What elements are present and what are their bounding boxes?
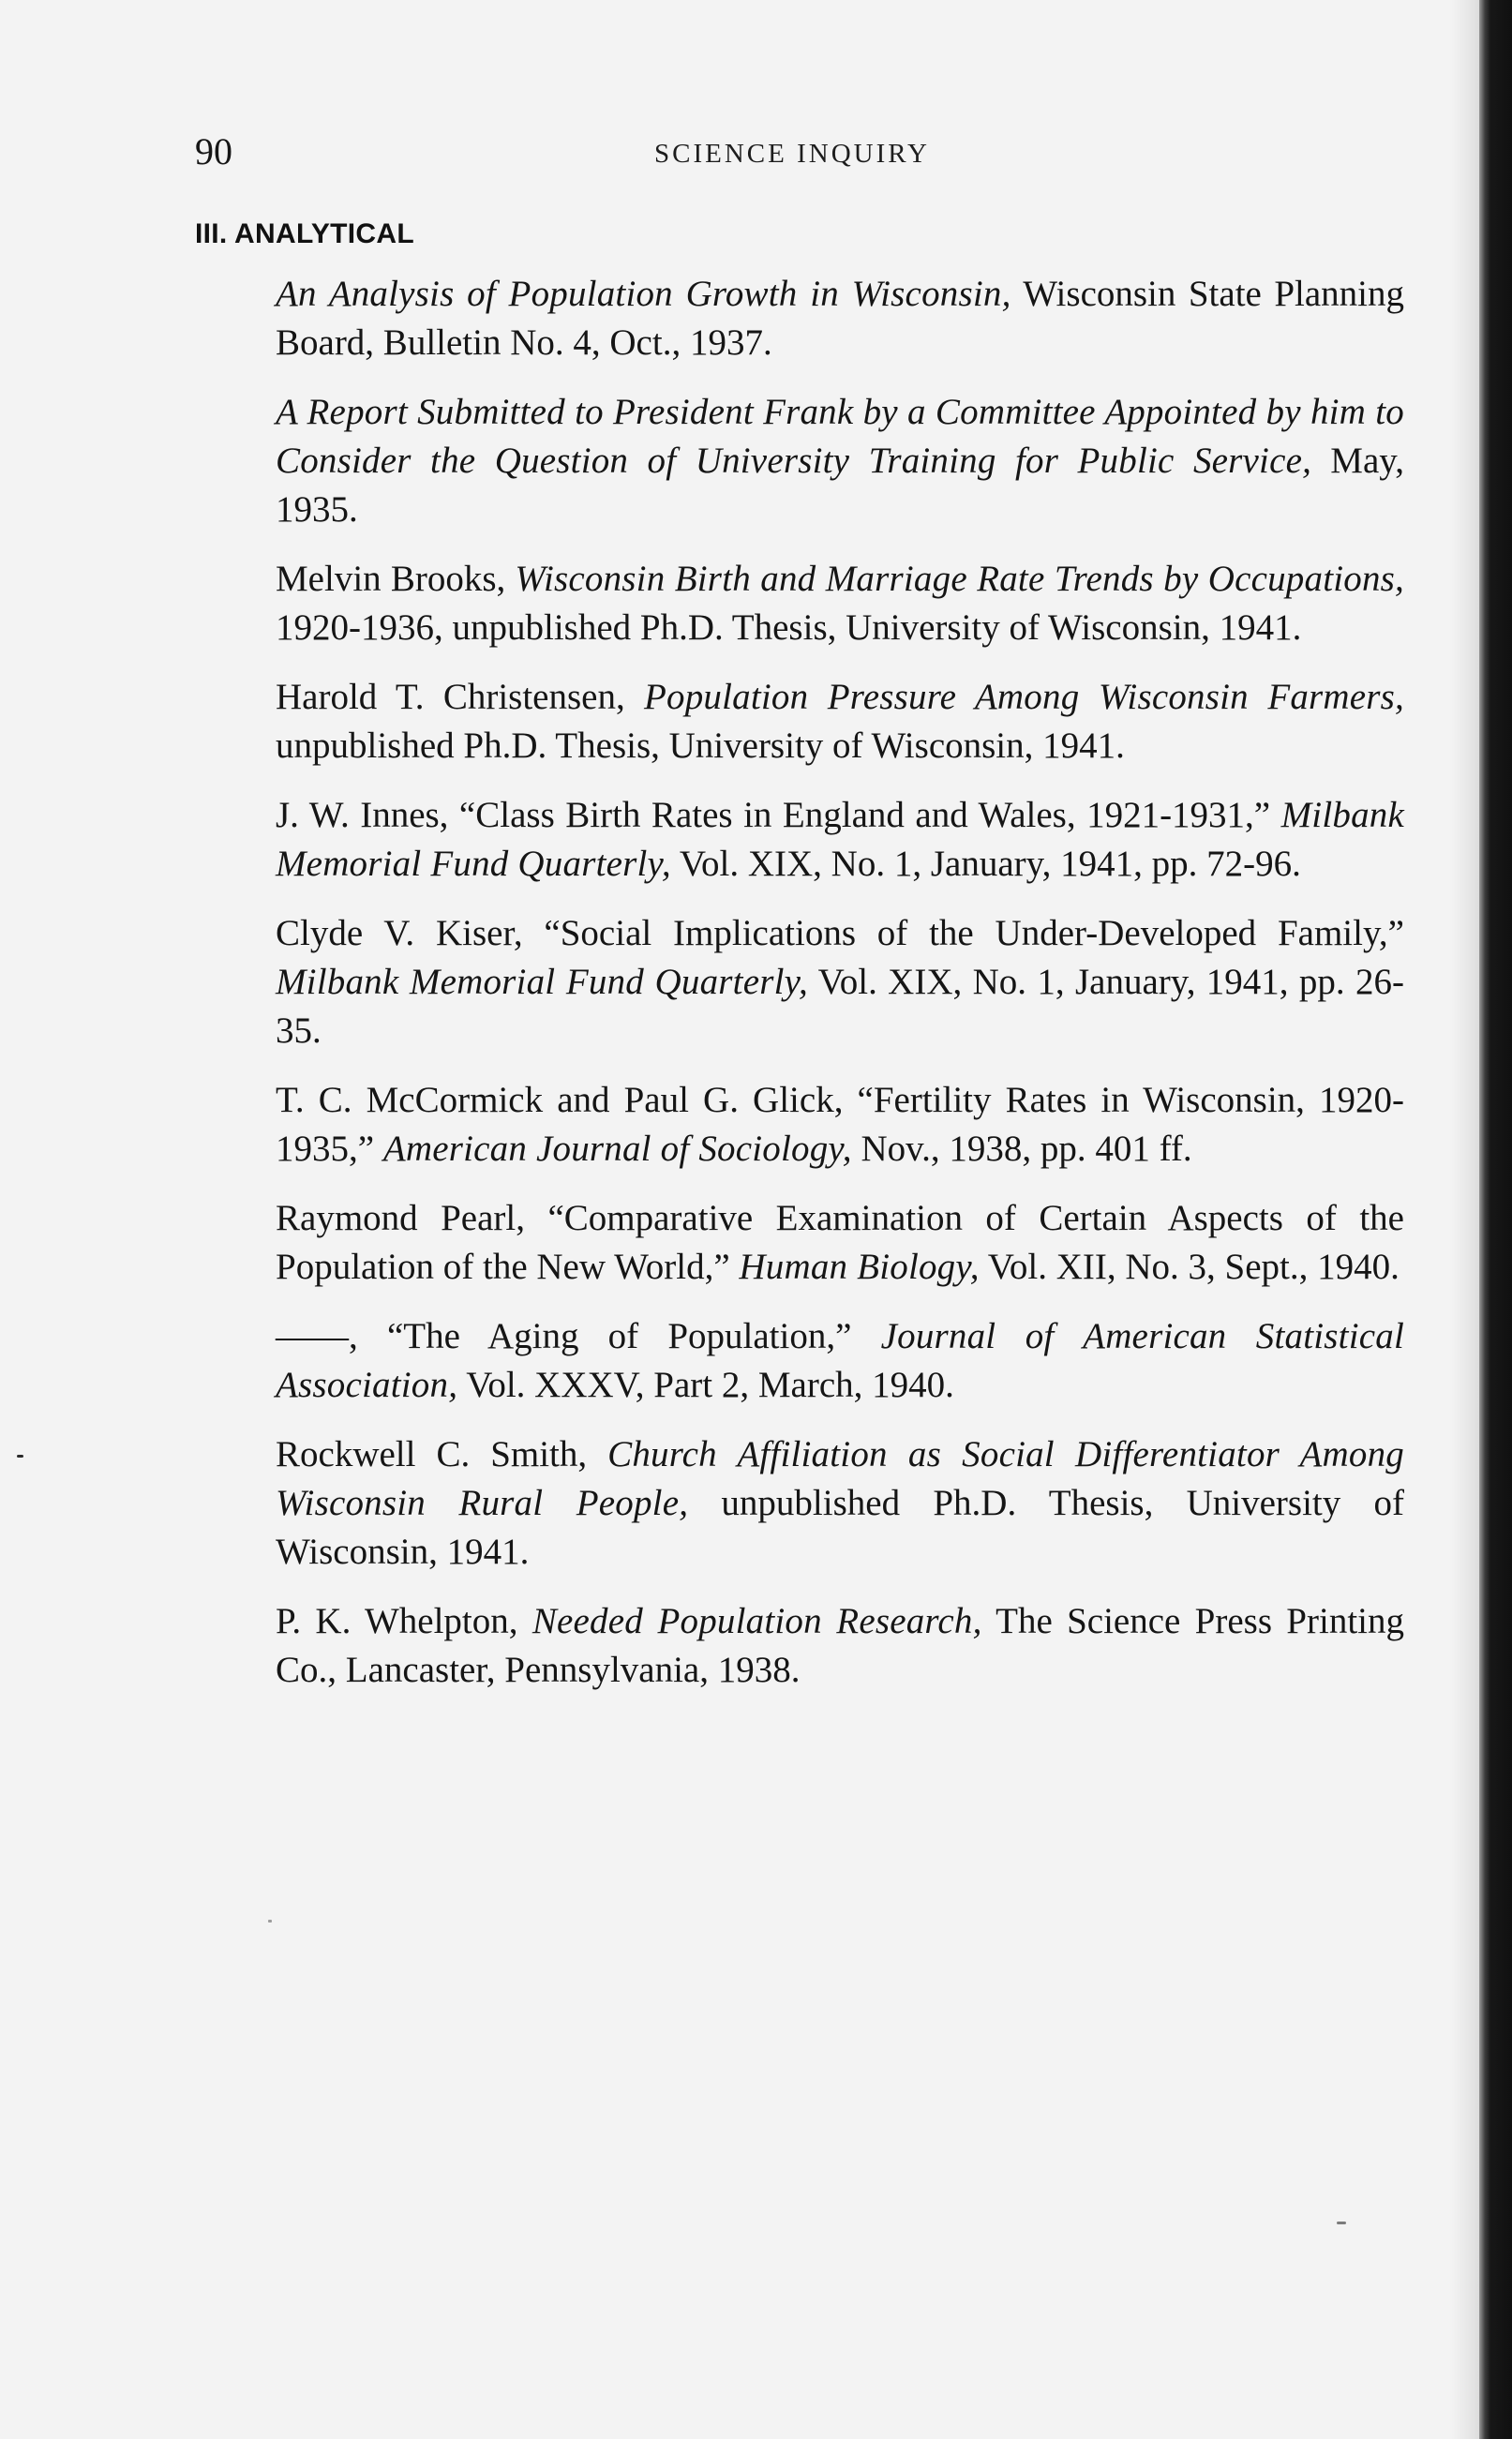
bibliography-entry — [276, 1312, 1404, 1410]
scan-speck — [17, 1455, 23, 1458]
entry-lead: J. W. Innes, “Class Birth Rates in England and Wales, 1921-1931,” — [276, 795, 1281, 835]
entry-lead: Raymond Pearl, “Comparative Examination of Certain Aspects of the Population of the New World,” — [276, 1198, 1404, 1287]
page-number: 90 — [195, 130, 232, 172]
entry-title: Church Affiliation as Social Differentiator Among Wisconsin Rural People, — [276, 1434, 1404, 1523]
entry-details: Nov., 1938, pp. 401 ff. — [851, 1129, 1192, 1169]
entry-details: Vol. XIX, No. 1, January, 1941, pp. 72-96. — [670, 844, 1301, 884]
entry-title: Human Biology, — [739, 1247, 980, 1287]
entry-title: Wisconsin Birth and Marriage Rate Trends by Occupations, — [515, 559, 1404, 599]
bibliography-entry — [276, 270, 1404, 367]
entry-lead: Melvin Brooks, — [276, 559, 516, 599]
bibliography-entry — [276, 1194, 1404, 1292]
bibliography-list — [276, 270, 1404, 1715]
entry-lead: Clyde V. Kiser, “Social Implications of the Under-Developed Family,” — [276, 913, 1404, 953]
bibliography-entry — [276, 791, 1404, 889]
bibliography-entry — [276, 1430, 1404, 1577]
entry-details: 1920-1936, unpublished Ph.D. Thesis, University of Wisconsin, 1941. — [276, 607, 1302, 648]
entry-title: Milbank Memorial Fund Quarterly, — [276, 962, 808, 1002]
section-heading: III. ANALYTICAL — [195, 218, 414, 249]
entry-details: Vol. XIX, No. 1, January, 1941, pp. 26-35. — [276, 962, 1404, 1051]
running-head: SCIENCE INQUIRY — [654, 139, 930, 169]
entry-title: Journal of American Statistical Association, — [276, 1316, 1404, 1405]
entry-lead: Rockwell C. Smith, — [276, 1434, 608, 1474]
bibliography-entry — [276, 673, 1404, 771]
entry-lead: T. C. McCormick and Paul G. Glick, “Fertility Rates in Wisconsin, 1920-1935,” — [276, 1080, 1404, 1169]
entry-lead: ——, “The Aging of Population,” — [276, 1316, 881, 1356]
entry-title: Needed Population Research, — [531, 1601, 982, 1641]
entry-details: Vol. XII, No. 3, Sept., 1940. — [979, 1247, 1400, 1287]
bibliography-entry — [276, 388, 1404, 534]
entry-lead: Harold T. Christensen, — [276, 677, 644, 717]
entry-details: The Science Press Printing Co., Lancaster, Pennsylvania, 1938. — [276, 1601, 1404, 1690]
entry-title: An Analysis of Population Growth in Wisconsin, — [276, 274, 1011, 314]
scan-edge-shadow — [1479, 0, 1512, 2439]
bibliography-entry — [276, 909, 1404, 1055]
entry-title: A Report Submitted to President Frank by a Committee Appointed by him to Consider the Question of University Training for Public Service, — [276, 392, 1404, 481]
scan-speck — [268, 1920, 272, 1923]
entry-details: unpublished Ph.D. Thesis, University of Wisconsin, 1941. — [276, 726, 1125, 766]
entry-lead: P. K. Whelpton, — [276, 1601, 532, 1641]
bibliography-entry — [276, 555, 1404, 652]
bibliography-entry — [276, 1076, 1404, 1174]
bibliography-entry — [276, 1597, 1404, 1695]
entry-details: unpublished Ph.D. Thesis, University of Wisconsin, 1941. — [276, 1483, 1405, 1572]
entry-details: Vol. XXXV, Part 2, March, 1940. — [457, 1365, 954, 1405]
entry-title: Milbank Memorial Fund Quarterly, — [276, 795, 1404, 884]
entry-title: Population Pressure Among Wisconsin Farmers, — [643, 677, 1404, 717]
entry-details: Wisconsin State Planning Board, Bulletin No. 4, Oct., 1937. — [276, 274, 1405, 363]
entry-title: American Journal of Sociology, — [382, 1129, 852, 1169]
entry-details: May, 1935. — [276, 441, 1404, 530]
scan-speck — [1337, 2222, 1346, 2224]
page-edge-shading — [1451, 0, 1479, 2439]
